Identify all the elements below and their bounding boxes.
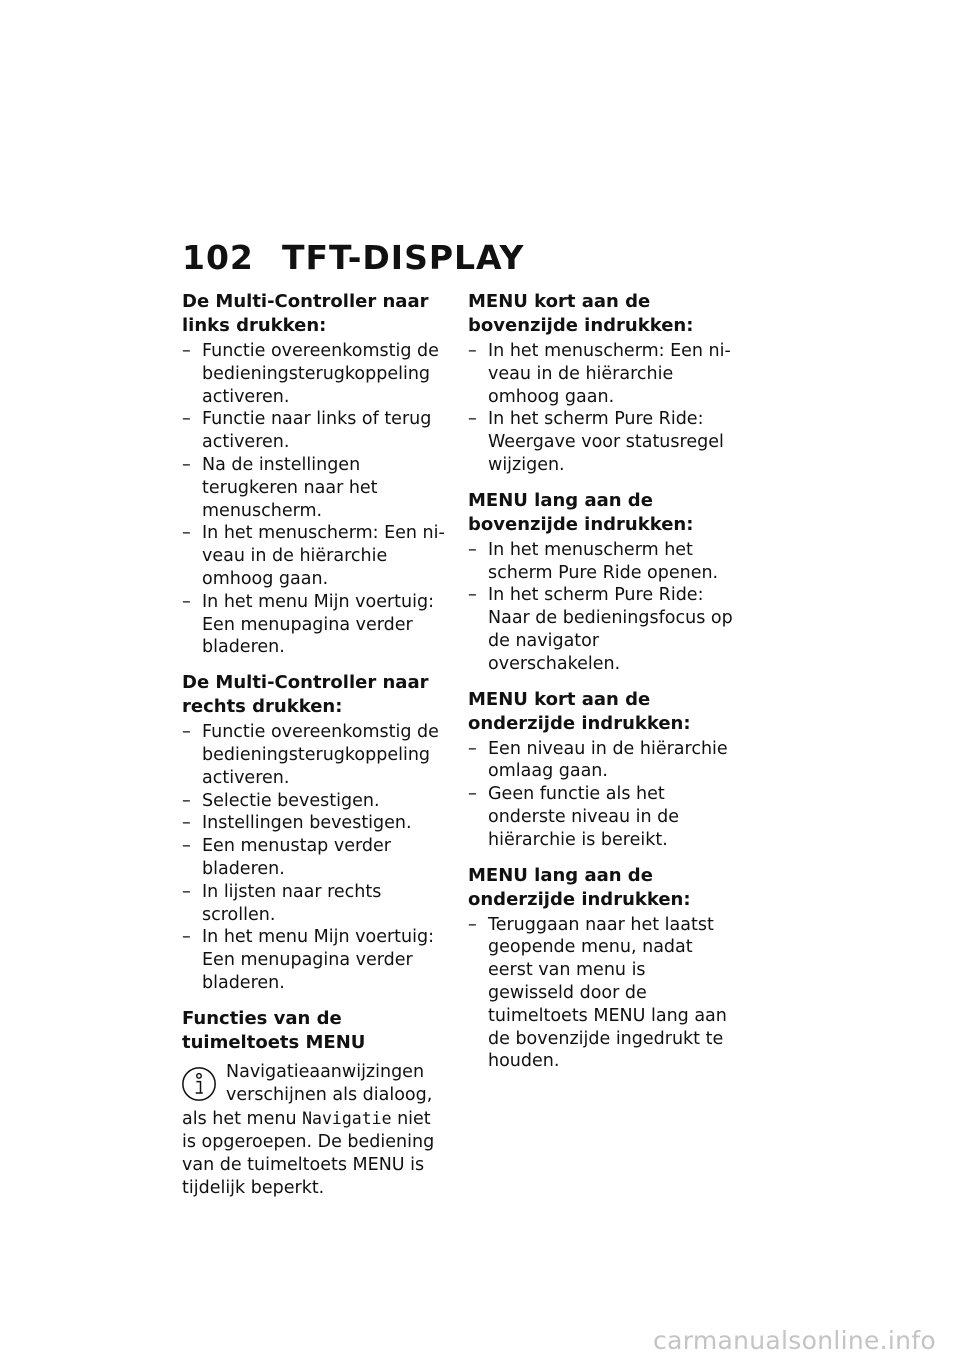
list-item: – In het menuscherm het scherm Pure Ride openen.	[468, 539, 719, 583]
list-item: – Teruggaan naar het laatst geopende menu, nadat eerst van menu is gewisseld door de tuimeltoets MENU lang aan de bovenzijde ingedrukt te houden.	[468, 914, 727, 1072]
section-menu-long-bottom	[468, 864, 736, 1074]
section-menu-functions	[182, 1007, 450, 1200]
section-heading: MENU kort aan de bovenzijde indrukken:	[468, 291, 694, 336]
section-heading: Functies van de tuimeltoets MENU	[182, 1007, 366, 1053]
list-item: – Een menustap verder bladeren.	[182, 836, 391, 879]
watermark: carmanualsonline.info	[653, 1326, 936, 1355]
section-heading: MENU kort aan de onderzijde indrukken:	[468, 688, 691, 734]
bullet-list	[468, 914, 736, 1074]
page-header	[182, 238, 524, 277]
section-heading: De Multi-Controller naar rechts drukken:	[182, 672, 429, 718]
list-item: – Instellingen bevestigen.	[182, 813, 412, 834]
section-menu-short-bottom	[468, 688, 736, 852]
section-controller-right	[182, 671, 450, 995]
bullet-list	[468, 340, 736, 477]
right-column	[468, 290, 736, 1073]
list-item: – Functie overeenkomstig de bedieningsterugkoppeling activeren.	[182, 722, 439, 788]
list-item: – In lijsten naar rechts scrollen.	[182, 881, 382, 925]
page-number: 102	[182, 238, 254, 277]
info-icon	[180, 1065, 218, 1103]
list-item: – In het scherm Pure Ride: Weergave voor statusregel wijzigen.	[468, 409, 724, 475]
list-dash: –	[182, 409, 191, 430]
list-dash: –	[182, 454, 191, 475]
list-item: – Functie overeenkomstig de bedieningsterugkoppeling activeren.	[182, 341, 439, 407]
section-menu-long-top	[468, 489, 736, 676]
list-dash: –	[182, 813, 191, 834]
list-item: – In het menuscherm: Een niveau in de hiërarchie omhoog gaan.	[182, 523, 445, 589]
page-title: TFT-DISPLAY	[282, 238, 525, 277]
section-heading: MENU lang aan de onderzijde indrukken:	[468, 864, 691, 910]
bullet-list	[468, 738, 736, 852]
list-dash: –	[468, 738, 477, 759]
bullet-list	[468, 539, 736, 676]
list-item: – Geen functie als het onderste niveau in de hiërarchie is bereikt.	[468, 784, 680, 850]
list-dash: –	[182, 881, 191, 902]
list-dash: –	[468, 784, 477, 805]
list-dash: –	[468, 341, 477, 361]
list-item: – Selectie bevestigen.	[182, 790, 380, 811]
list-dash: –	[182, 836, 191, 857]
info-note-text-end: niet is opgeroepen. De bediening van de tuimeltoets MENU is tijdelijk beperkt.	[182, 1108, 435, 1198]
left-column	[182, 290, 450, 1200]
list-dash: –	[468, 409, 477, 430]
list-item: – Functie naar links of terug activeren.	[182, 409, 432, 453]
list-item: – In het scherm Pure Ride: Naar de bedieningsfocus op de navigator overschakelen.	[468, 585, 733, 674]
list-item: – Een niveau in de hiërarchie omlaag gaan.	[468, 738, 728, 782]
list-item: – Na de instellingen terugkeren naar het menuscherm.	[182, 454, 378, 521]
list-dash: –	[182, 722, 191, 743]
list-dash: –	[468, 585, 477, 606]
info-note-text: Navigatieaanwijzingen verschijnen als dialoog, als het menu	[182, 1061, 433, 1129]
section-heading: MENU lang aan de bovenzijde indrukken:	[468, 489, 694, 535]
list-dash: –	[468, 539, 477, 560]
list-dash: –	[182, 927, 191, 948]
list-item: – In het menu Mijn voertuig: Een menupagina verder bladeren.	[182, 591, 434, 658]
list-dash: –	[182, 341, 191, 361]
section-controller-left	[182, 290, 450, 659]
list-item: – In het menu Mijn voertuig: Een menupagina verder bladeren.	[182, 927, 434, 993]
menu-name-navigatie: Navigatie	[302, 1108, 392, 1128]
list-dash: –	[182, 523, 191, 544]
section-heading: De Multi-Controller naar links drukken:	[182, 291, 429, 336]
list-dash: –	[182, 591, 191, 612]
list-item: – In het menuscherm: Een niveau in de hiërarchie omhoog gaan.	[468, 341, 731, 407]
list-dash: –	[182, 790, 191, 811]
bullet-list	[182, 340, 450, 659]
list-dash: –	[468, 914, 477, 935]
section-menu-short-top	[468, 290, 736, 477]
bullet-list	[182, 721, 450, 995]
info-note	[182, 1061, 450, 1200]
